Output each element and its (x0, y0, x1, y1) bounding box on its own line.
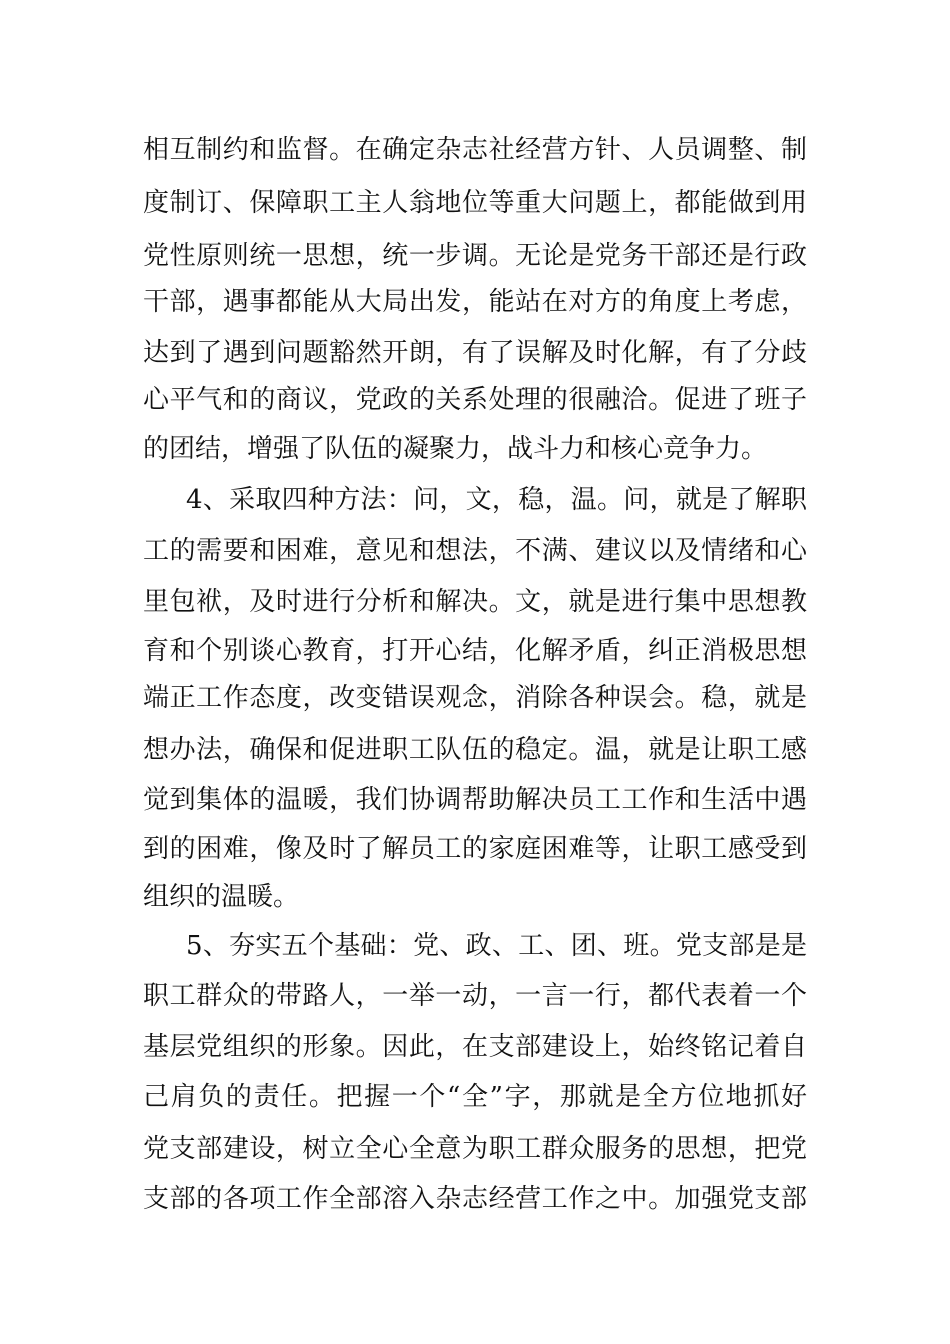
text-line-5: 达到了遇到问题豁然开朗，有了误解及时化解，有了分歧 (143, 338, 807, 368)
text-line-20: 己肩负的责任。把握一个“全”字，那就是全方位地抓好 (143, 1082, 807, 1112)
paragraph-5-first-line: 5、夯实五个基础：党、政、工、团、班。党支部是是 (186, 931, 807, 961)
text-line-22: 支部的各项工作全部溶入杂志经营工作之中。加强党支部 (143, 1184, 807, 1214)
text-line-10: 里包袱，及时进行分析和解决。文，就是进行集中思想教 (143, 587, 807, 617)
text-line-9: 工的需要和困难，意见和想法，不满、建议以及情绪和心 (143, 536, 807, 566)
text-line-2: 度制订、保障职工主人翁地位等重大问题上，都能做到用 (143, 188, 807, 218)
text-line-16: 组织的温暖。 (143, 882, 300, 912)
text-line-12: 端正工作态度，改变错误观念，消除各种误会。稳，就是 (143, 683, 807, 713)
text-line-11: 育和个别谈心教育，打开心结，化解矛盾，纠正消极思想 (143, 636, 807, 666)
text-line-14: 觉到集体的温暖，我们协调帮助解决员工工作和生活中遇 (143, 785, 807, 815)
text-line-19: 基层党组织的形象。因此，在支部建设上，始终铭记着自 (143, 1032, 807, 1062)
text-line-6: 心平气和的商议，党政的关系处理的很融洽。促进了班子 (143, 385, 807, 415)
text-line-7: 的团结，增强了队伍的凝聚力，战斗力和核心竞争力。 (143, 434, 768, 464)
text-line-1: 相互制约和监督。在确定杂志社经营方针、人员调整、制 (143, 135, 807, 165)
text-line-18: 职工群众的带路人，一举一动，一言一行，都代表着一个 (143, 981, 807, 1011)
text-line-3: 党性原则统一思想，统一步调。无论是党务干部还是行政 (143, 241, 807, 271)
text-line-21: 党支部建设，树立全心全意为职工群众服务的思想，把党 (143, 1134, 807, 1164)
paragraph-4-first-line: 4、采取四种方法：问，文，稳，温。问，就是了解职 (186, 485, 807, 515)
text-line-13: 想办法，确保和促进职工队伍的稳定。温，就是让职工感 (143, 735, 807, 765)
text-line-4: 干部，遇事都能从大局出发，能站在对方的角度上考虑， (143, 287, 807, 317)
text-line-15: 到的困难，像及时了解员工的家庭困难等，让职工感受到 (143, 834, 807, 864)
